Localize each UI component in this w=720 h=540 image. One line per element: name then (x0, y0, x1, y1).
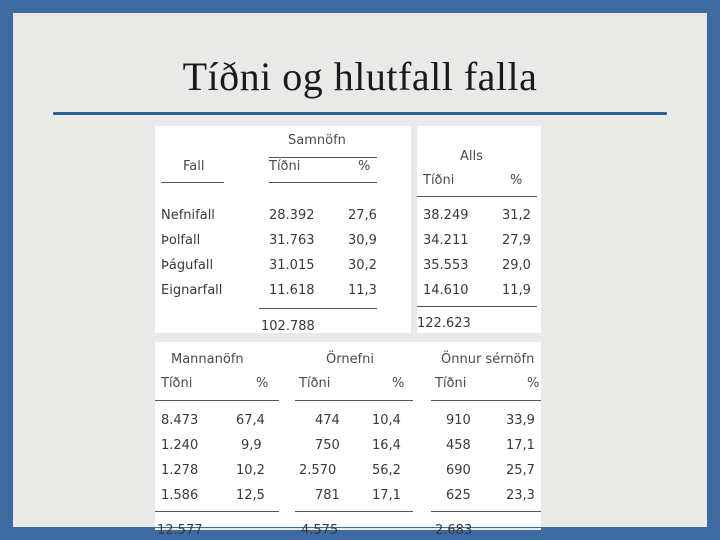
alls-total-rule (417, 306, 537, 307)
samnofn-tidni-cell: 28.392 (269, 208, 315, 223)
alls-col-header-pct: % (510, 173, 523, 188)
samnofn-pct-cell: 11,3 (348, 283, 377, 298)
samnofn-header-rule (269, 182, 377, 183)
row-label: Þágufall (161, 258, 214, 273)
mannanofn-tidni-cell: 1.240 (161, 438, 199, 453)
ornefni-tidni-cell: 781 (315, 488, 340, 503)
mannanofn-header-rule (155, 400, 279, 401)
slide-title: Tíðni og hlutfall falla (182, 54, 538, 99)
ornefni-pct-cell: 10,4 (372, 413, 401, 428)
alls-tidni-cell: 14.610 (423, 283, 469, 298)
ornefni-tidni-cell: 750 (315, 438, 340, 453)
onnur-tidni-cell: 458 (446, 438, 471, 453)
mannanofn-pct-cell: 10,2 (236, 463, 265, 478)
ornefni-group-label: Örnefni (326, 352, 375, 367)
row-label: Eignarfall (161, 283, 223, 298)
onnur-total: 2.683 (435, 523, 473, 538)
onnur-group-label: Önnur sérnöfn (441, 352, 535, 367)
mannanofn-pct-cell: 67,4 (236, 413, 265, 428)
ornefni-header-rule (295, 400, 413, 401)
samnofn-col-header-tidni: Tíðni (269, 159, 301, 174)
onnur-pct-cell: 23,3 (506, 488, 535, 503)
title-underline (53, 112, 667, 115)
alls-group-label: Alls (460, 149, 483, 164)
mannanofn-total: 12.577 (157, 523, 203, 538)
col-header-fall: Fall (183, 159, 205, 174)
mannanofn-col-header-pct: % (256, 376, 269, 391)
mannanofn-total-rule (155, 511, 279, 512)
ornefni-pct-cell: 16,4 (372, 438, 401, 453)
samnofn-tidni-cell: 31.015 (269, 258, 315, 273)
mannanofn-tidni-cell: 1.586 (161, 488, 199, 503)
alls-tidni-cell: 34.211 (423, 233, 469, 248)
onnur-tidni-cell: 625 (446, 488, 471, 503)
scan-gap-horizontal (155, 333, 541, 342)
ornefni-tidni-cell: 474 (315, 413, 340, 428)
scan-gap-vertical (411, 126, 417, 336)
alls-pct-cell: 31,2 (502, 208, 531, 223)
ornefni-total: 4.575 (301, 523, 339, 538)
mannanofn-tidni-cell: 8.473 (161, 413, 199, 428)
scan-gap-bottom (155, 528, 541, 530)
alls-total: 122.623 (417, 316, 471, 331)
alls-tidni-cell: 35.553 (423, 258, 469, 273)
alls-header-rule (417, 196, 537, 197)
onnur-header-rule (431, 400, 541, 401)
onnur-tidni-cell: 910 (446, 413, 471, 428)
mannanofn-pct-cell: 9,9 (241, 438, 262, 453)
alls-pct-cell: 11,9 (502, 283, 531, 298)
slide (13, 13, 707, 538)
alls-pct-cell: 27,9 (502, 233, 531, 248)
row-label: Þolfall (161, 233, 201, 248)
samnofn-group-label: Samnöfn (288, 133, 346, 148)
alls-col-header-tidni: Tíðni (423, 173, 455, 188)
alls-tidni-cell: 38.249 (423, 208, 469, 223)
onnur-total-rule (431, 511, 541, 512)
ornefni-total-rule (295, 511, 413, 512)
mannanofn-col-header-tidni: Tíðni (161, 376, 193, 391)
samnofn-total-rule (259, 308, 377, 309)
samnofn-pct-cell: 30,9 (348, 233, 377, 248)
row-label: Nefnifall (161, 208, 215, 223)
ornefni-pct-cell: 17,1 (372, 488, 401, 503)
samnofn-pct-cell: 27,6 (348, 208, 377, 223)
onnur-col-header-tidni: Tíðni (435, 376, 467, 391)
samnofn-tidni-cell: 31.763 (269, 233, 315, 248)
fall-header-rule (161, 182, 224, 183)
samnofn-group-rule (269, 157, 377, 158)
ornefni-tidni-cell: 2.570 (299, 463, 337, 478)
samnofn-total: 102.788 (261, 319, 315, 334)
samnofn-tidni-cell: 11.618 (269, 283, 315, 298)
alls-pct-cell: 29,0 (502, 258, 531, 273)
onnur-pct-cell: 17,1 (506, 438, 535, 453)
ornefni-pct-cell: 56,2 (372, 463, 401, 478)
mannanofn-pct-cell: 12,5 (236, 488, 265, 503)
mannanofn-group-label: Mannanöfn (171, 352, 244, 367)
onnur-pct-cell: 33,9 (506, 413, 535, 428)
samnofn-pct-cell: 30,2 (348, 258, 377, 273)
ornefni-col-header-pct: % (392, 376, 405, 391)
case-frequency-table-image (155, 126, 541, 538)
ornefni-col-header-tidni: Tíðni (299, 376, 331, 391)
onnur-tidni-cell: 690 (446, 463, 471, 478)
onnur-col-header-pct: % (527, 376, 540, 391)
mannanofn-tidni-cell: 1.278 (161, 463, 199, 478)
onnur-pct-cell: 25,7 (506, 463, 535, 478)
samnofn-col-header-pct: % (358, 159, 371, 174)
